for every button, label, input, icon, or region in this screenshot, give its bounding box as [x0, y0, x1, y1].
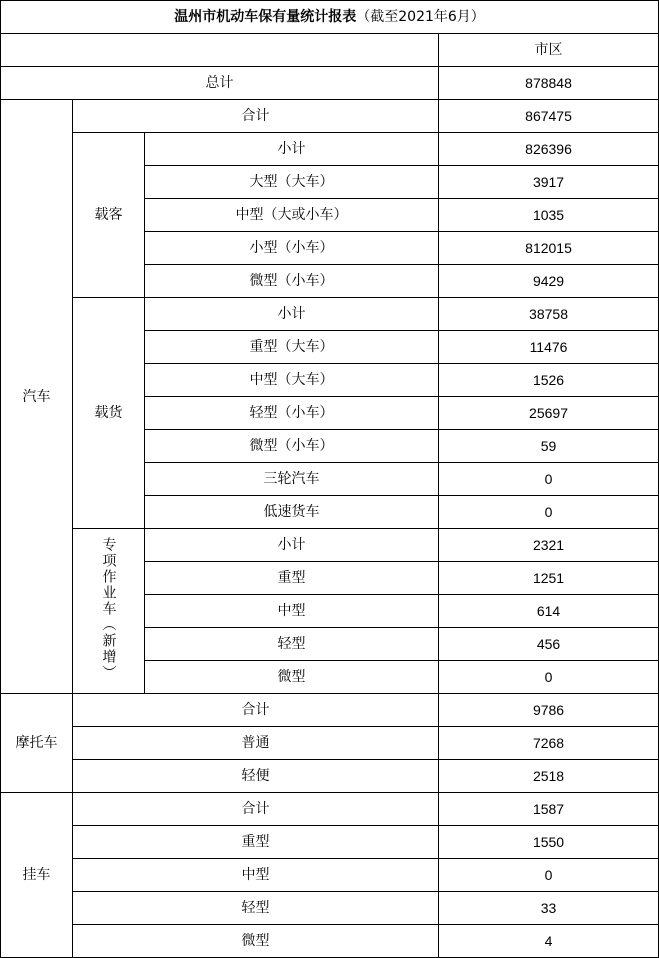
row-label: 轻型（小车） [145, 397, 439, 430]
row-value: 867475 [439, 100, 659, 133]
table-row [1, 298, 659, 331]
row-label: 微型（小车） [145, 265, 439, 298]
row-label: 小计 [145, 133, 439, 166]
table-row [1, 133, 659, 166]
row-label: 低速货车 [145, 496, 439, 529]
row-label: 重型 [73, 826, 439, 859]
row-value: 9786 [439, 694, 659, 727]
row-value: 4 [439, 925, 659, 958]
total-label: 总计 [1, 67, 439, 100]
table-row [1, 859, 659, 892]
row-value: 826396 [439, 133, 659, 166]
row-label: 合计 [73, 793, 439, 826]
row-label: 中型 [145, 595, 439, 628]
row-label: 合计 [73, 100, 439, 133]
row-label: 轻型 [73, 892, 439, 925]
table-row [1, 925, 659, 958]
table-row [1, 892, 659, 925]
row-value: 1251 [439, 562, 659, 595]
total-value: 878848 [439, 67, 659, 100]
row-label: 小计 [145, 529, 439, 562]
category-motuoche: 摩托车 [1, 694, 73, 793]
row-label: 微型 [73, 925, 439, 958]
title-main: 温州市机动车保有量统计报表 [174, 9, 357, 25]
table-row [1, 826, 659, 859]
table-row [1, 100, 659, 133]
row-value: 0 [439, 496, 659, 529]
row-value: 1587 [439, 793, 659, 826]
row-label: 合计 [73, 694, 439, 727]
row-value: 3917 [439, 166, 659, 199]
title-row [1, 1, 659, 34]
row-value: 1035 [439, 199, 659, 232]
row-label: 普通 [73, 727, 439, 760]
header-row [1, 34, 659, 67]
header-label-cell [1, 34, 439, 67]
row-value: 59 [439, 430, 659, 463]
category-guache: 挂车 [1, 793, 73, 958]
zhuanxiang-label: 专项作业车（新增） [100, 537, 117, 681]
row-label: 三轮汽车 [145, 463, 439, 496]
row-value: 25697 [439, 397, 659, 430]
row-label: 轻型 [145, 628, 439, 661]
row-label: 微型（小车） [145, 430, 439, 463]
header-city-cell: 市区 [439, 34, 659, 67]
row-value: 456 [439, 628, 659, 661]
row-value: 2518 [439, 760, 659, 793]
row-label: 中型 [73, 859, 439, 892]
row-label: 小型（小车） [145, 232, 439, 265]
subcategory-zaihuo: 载货 [73, 298, 145, 529]
row-label: 中型（大或小车） [145, 199, 439, 232]
row-label: 大型（大车） [145, 166, 439, 199]
table-row [1, 529, 659, 562]
row-value: 33 [439, 892, 659, 925]
category-qiche: 汽车 [1, 100, 73, 694]
row-value: 11476 [439, 331, 659, 364]
row-value: 7268 [439, 727, 659, 760]
table-row [1, 67, 659, 100]
table-row [1, 727, 659, 760]
subcategory-zhuanxiang [73, 529, 145, 694]
row-value: 9429 [439, 265, 659, 298]
row-label: 微型 [145, 661, 439, 694]
row-label: 重型 [145, 562, 439, 595]
row-value: 0 [439, 661, 659, 694]
row-value: 2321 [439, 529, 659, 562]
row-label: 小计 [145, 298, 439, 331]
subcategory-zaike: 载客 [73, 133, 145, 298]
row-value: 812015 [439, 232, 659, 265]
table-row [1, 760, 659, 793]
row-value: 1550 [439, 826, 659, 859]
row-label: 轻便 [73, 760, 439, 793]
row-value: 38758 [439, 298, 659, 331]
row-value: 1526 [439, 364, 659, 397]
row-label: 中型（大车） [145, 364, 439, 397]
table-row [1, 793, 659, 826]
table-row [1, 694, 659, 727]
row-label: 重型（大车） [145, 331, 439, 364]
table-title [1, 1, 659, 34]
row-value: 0 [439, 859, 659, 892]
row-value: 0 [439, 463, 659, 496]
title-note: （截至2021年6月） [356, 9, 485, 25]
row-value: 614 [439, 595, 659, 628]
